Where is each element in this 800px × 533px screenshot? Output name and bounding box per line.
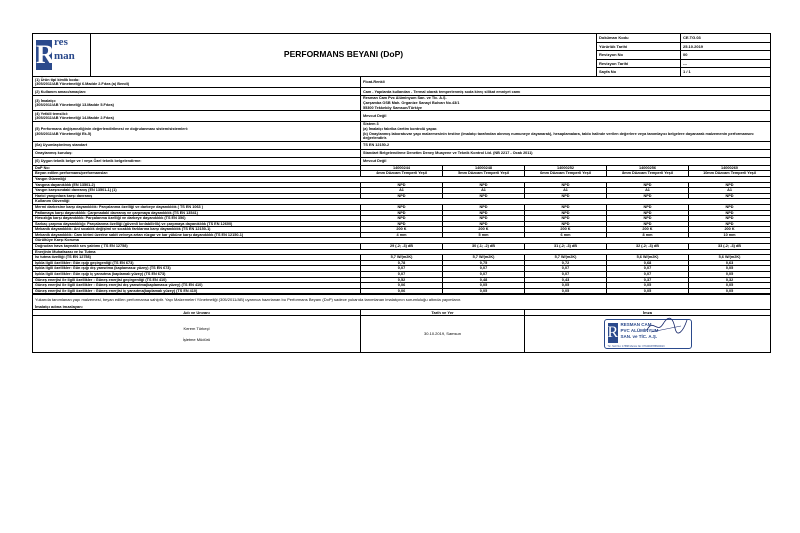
property-value: NPD [443, 210, 525, 216]
property-value: NPD [525, 210, 607, 216]
info-label: (1) Ürün tipi kimlik kodu: (305/2011/AB Yönetmeliği 6.Madde 2.Fıkra (a) Bendi) [33, 77, 361, 88]
property-value: A1 [607, 188, 689, 194]
property-value: NPD [525, 216, 607, 222]
property-value: 0,75 [443, 260, 525, 266]
property-value: 32 (-2; -3) dB [607, 244, 689, 250]
property-value: 0,05 [689, 272, 771, 278]
property-value: A1 [361, 188, 443, 194]
property-value: NPD [607, 210, 689, 216]
property-value: NPD [443, 182, 525, 188]
property-label: Mermi darbesine karşı dayanıklılık: Parçalanma özelliği ve darbeye dayanıklılık ( TS EN 1063 ) [33, 204, 361, 210]
property-label: Güneş enerjisi ile ilgili özellikler : Güneş enerjisi geçirgenliği (TS EN 410) [33, 277, 361, 283]
info-value: Mevcut Değil [361, 157, 771, 165]
property-value: NPD [689, 182, 771, 188]
dop-no-value: 14000256 [607, 165, 689, 171]
property-label: Yangın karşısındaki davranış (EN 13501-1) (1) [33, 188, 361, 194]
property-value: 8 mm [607, 232, 689, 238]
signature-table [32, 294, 771, 353]
property-value: 0,05 [525, 283, 607, 289]
meta-value: 00 [681, 51, 771, 60]
property-value: 0,63 [689, 260, 771, 266]
property-label: Sarkaç çarpma dayanıklılığı: Parçalanma özelliği (güvenli kırılabilirlik) ve çarpmaya dayanıklılık (TS EN 12600) [33, 221, 361, 227]
property-value: 0,07 [525, 272, 607, 278]
property-value: 0,37 [607, 277, 689, 283]
property-value: 200 K [361, 227, 443, 233]
property-value: 200 K [689, 227, 771, 233]
property-value: A1 [689, 188, 771, 194]
date-place: 30.10.2019, Samsun [361, 315, 525, 352]
property-label: Işıkla ilgili özellikler: Gün ışığı iç yansıtma (kaplamalı yüzey) (TS EN 673) [33, 272, 361, 278]
property-value: 5,7 W/(m2K) [361, 255, 443, 261]
property-value: 200 K [443, 227, 525, 233]
property-value: 0,05 [443, 288, 525, 294]
dop-no-value: 14000248 [443, 165, 525, 171]
property-value: NPD [443, 204, 525, 210]
meta-label: Revizyon Tarihi [597, 59, 681, 68]
page-title: PERFORMANS BEYANI (DoP) [91, 34, 597, 77]
property-value: 0,07 [607, 266, 689, 272]
property-value: 6 mm [525, 232, 607, 238]
property-value: NPD [689, 216, 771, 222]
meta-label: Revizyon No [597, 51, 681, 60]
info-label: (4) Yetkili temsilci: (305/2011/AB Yönetmeliği 14.Madde 2.Fıkra) [33, 111, 361, 122]
info-value: Cam - Yapılarda kullanılan - Termal olarak temperlenmiş soda kireç silikat emniyet camı [361, 88, 771, 96]
meta-label: Doküman Kodu [597, 34, 681, 43]
column-header-signature: İmza [525, 309, 771, 315]
property-value: NPD [525, 182, 607, 188]
info-row [33, 96, 771, 111]
property-value: 0,05 [689, 266, 771, 272]
meta-value: --- [681, 59, 771, 68]
meta-value: 25.10.2019 [681, 42, 771, 51]
dop-document [32, 33, 770, 353]
stamp-line: PVC ALÜMİNYUM [620, 327, 659, 333]
property-value: 5,7 W/(m2K) [443, 255, 525, 261]
signer-name: Kerem Türkeçi [183, 325, 210, 331]
property-label: Patlamaya karşı dayanıklılık: Çarpmadaki davranış ve çarpmaya dayanıklılık (TS EN 13541) [33, 210, 361, 216]
property-label: Güneş enerjisi ile ilgili özellikler : Güneş enerjisi iç yansıtma(kaplamalı yüzey) (TS EN 410) [33, 288, 361, 294]
logo-text-bottom: man [54, 49, 75, 62]
signer-label: İmalatçı adına imzalayan: [33, 304, 771, 310]
stamp-logo: R [607, 323, 619, 341]
property-value: NPD [361, 210, 443, 216]
info-row [33, 122, 771, 141]
stamp-line: SAN. ve TİC. A.Ş. [620, 333, 658, 339]
stamp-line: RESMAN CAM [620, 321, 652, 327]
property-value: 0,68 [607, 260, 689, 266]
property-value: NPD [607, 216, 689, 222]
property-value: 5,7 W/(m2K) [525, 255, 607, 261]
section-title: Gürültüye Karşı Koruma [33, 238, 771, 244]
property-label: Harici yangınlara karşı davranış [33, 193, 361, 199]
property-value: 0,05 [689, 288, 771, 294]
performance-header-value: 5mm Düzcam Temperli Yeşil [443, 171, 525, 177]
info-value: TS EN 12150-2 [361, 141, 771, 149]
property-value: 0,07 [443, 272, 525, 278]
property-label: Doğrudan hava kaynaklı ses yalıtımı ( TS EN 12758) [33, 244, 361, 250]
column-header-date: Tarih ve Yer [361, 309, 525, 315]
property-value: A1 [525, 188, 607, 194]
logo-letter: R [36, 39, 55, 69]
document-header [32, 33, 771, 77]
property-value: 0,43 [525, 277, 607, 283]
performance-header-value: 4mm Düzcam Temperli Yeşil [361, 171, 443, 177]
performance-header-value: 10mm Düzcam Temperli Yeşil [689, 171, 771, 177]
performance-header-value: 8mm Düzcam Temperli Yeşil [607, 171, 689, 177]
property-value: NPD [607, 193, 689, 199]
property-value: 5 mm [443, 232, 525, 238]
property-value: NPD [443, 216, 525, 222]
property-value: NPD [361, 204, 443, 210]
property-value: NPD [525, 221, 607, 227]
property-value: NPD [525, 204, 607, 210]
property-value: 0,72 [525, 260, 607, 266]
property-value: 0,05 [443, 283, 525, 289]
logo-cell [33, 34, 91, 77]
property-value: 0,78 [361, 260, 443, 266]
info-label: (5) Performans değişmezliğinin değerlendirilmesi ve doğrulanması sistem/sistemleri: (305/2011/AB Yönetmeliği Ek-5) [33, 122, 361, 141]
section-title: Enerjinin Muhafazası ve Isı Tutma [33, 249, 771, 255]
property-value: 0,05 [525, 288, 607, 294]
property-value: 0,06 [361, 288, 443, 294]
info-label: Onaylanmış kuruluş: [33, 149, 361, 157]
info-value: Float-Renkli [361, 77, 771, 88]
dop-no-value: 14000260 [689, 165, 771, 171]
property-value: 0,06 [361, 283, 443, 289]
property-value: NPD [689, 221, 771, 227]
section-title: Kullanım Güvenliği [33, 199, 771, 205]
property-value: NPD [607, 221, 689, 227]
property-value: 33 (-2; -3) dB [689, 244, 771, 250]
property-label: Mekanik dayanıklılık: Ani sıcaklık değişimi ve sıcaklık farklarına karşı dayanıklılık (TS EN 12150-1) [33, 227, 361, 233]
info-value: Standart Belgelendirme Denetim Deney Muayene ve Teknik Kontrol Ltd. (NB 2217 - Ocak 2011) [361, 149, 771, 157]
info-value: Resman Cam Pvc Alüminyum San. ve Tic. A.Ş. Çarşamba OSB Mah. Organize Sanayi Bulvarı No.43/1 55300 Tekkeköy Samsun/Türkiye [361, 96, 771, 111]
property-value: 0,07 [443, 266, 525, 272]
info-label: (6a) Uyumlaştırılmış standart [33, 141, 361, 149]
property-label: Isı tutma özelliği (TS EN 12758) [33, 255, 361, 261]
info-row [33, 157, 771, 165]
property-value: NPD [443, 221, 525, 227]
property-value: NPD [689, 193, 771, 199]
property-value: 10 mm [689, 232, 771, 238]
meta-value: 1 / 1 [681, 68, 771, 77]
property-label: Güneş enerjisi ile ilgili özellikler : Güneş enerjisi dış yansıtma(kaplamasız yüzey) (TS EN 410) [33, 283, 361, 289]
info-row [33, 88, 771, 96]
logo-text-top: res [54, 35, 68, 48]
property-value: NPD [361, 182, 443, 188]
property-value: 0,52 [361, 277, 443, 283]
performance-header-label: Beyan edilen performans/performanslar: [33, 171, 361, 177]
property-value: 29 (-2; -3) dB [361, 244, 443, 250]
dop-no-label: DoP No: [33, 165, 361, 171]
dop-no-value: 14000244 [361, 165, 443, 171]
property-value: 0,07 [361, 272, 443, 278]
property-label: Mekanik dayanıklılık: Cam birimi üzerine sabit ve/veya artan rüzgar ve kar yüküne karşı dayanıklılık (TS EN 12150-1) [33, 232, 361, 238]
dop-no-value: 14000252 [525, 165, 607, 171]
company-stamp [604, 319, 692, 349]
property-value: A1 [443, 188, 525, 194]
signer-role: İşletme Müdürü [182, 336, 211, 342]
performance-table [32, 76, 771, 294]
info-label: (2) Kullanım amacı/amaçları: [33, 88, 361, 96]
property-value: 4 mm [361, 232, 443, 238]
property-value: NPD [361, 193, 443, 199]
meta-label: Sayfa No [597, 68, 681, 77]
info-value: Mevcut Değil [361, 111, 771, 122]
info-label: (6) Uygun teknik belge ve / veya Özel teknik belgelendirme: [33, 157, 361, 165]
property-value: 0,07 [607, 272, 689, 278]
info-label: (3) İmalatçı: (305/2011/AB Yönetmeliği 13.Madde 5.Fıkra) [33, 96, 361, 111]
info-row [33, 77, 771, 88]
property-value: NPD [443, 193, 525, 199]
property-value: NPD [361, 216, 443, 222]
property-value: 5,6 W/(m2K) [607, 255, 689, 261]
property-value: NPD [689, 204, 771, 210]
property-label: Işıkla ilgili özellikler: Gün ışığı geçirgenliği (TS EN 673) [33, 260, 361, 266]
property-value: NPD [689, 210, 771, 216]
column-header-name: Adı ve Unvanı [33, 309, 361, 315]
property-value: 0,48 [443, 277, 525, 283]
property-value: 5,6 W/(m2K) [689, 255, 771, 261]
property-value: NPD [607, 182, 689, 188]
property-label: Yangına dayanıklılık (EN 13501-2) [33, 182, 361, 188]
property-value: 0,05 [689, 283, 771, 289]
property-value: 30 (-1; -2) dB [443, 244, 525, 250]
performance-header-value: 6mm Düzcam Temperli Yeşil [525, 171, 607, 177]
info-row [33, 111, 771, 122]
property-value: NPD [361, 221, 443, 227]
property-label: Işıkla ilgili özellikler: Gün ışığı dış yansıtma (kaplamasız yüzey) (TS EN 673) [33, 266, 361, 272]
resman-logo [34, 35, 90, 71]
meta-value: CE.TG.03 [681, 34, 771, 43]
property-value: 200 K [607, 227, 689, 233]
property-value: 0,32 [689, 277, 771, 283]
info-row [33, 141, 771, 149]
section-title: Yangın Güvenliği [33, 176, 771, 182]
property-label: Hırsızlığa karşı dayanıklılık: Parçalanma özelliği ve darbeye dayanıklılık (TS EN 356) [33, 216, 361, 222]
property-value: 0,07 [525, 266, 607, 272]
signature-cell [525, 315, 771, 352]
property-value: NPD [525, 193, 607, 199]
signer-cell [33, 315, 361, 352]
meta-label: Yürürlük Tarihi [597, 42, 681, 51]
declaration-text: Yukarıda tanımlanan yapı malzemesi, beyan edilen performansa sahiptir. Yapı Malzemeleri Yönetmeliği (305/2011/AB) uyarınca hazırlanan bu Performans Beyanı (DoP) sadece yukarıda tanımlanan imalatçının sorumluluğu altında yayımlanır. [33, 294, 771, 304]
property-value: 0,05 [607, 283, 689, 289]
property-value: 200 K [525, 227, 607, 233]
property-value: 0,05 [607, 288, 689, 294]
property-value: 31 (-2; -3) dB [525, 244, 607, 250]
property-value: NPD [607, 204, 689, 210]
info-row [33, 149, 771, 157]
stamp-small-text: Tic. Sicil No: 17588 Mersis No: 0734003785600013 [607, 344, 665, 348]
property-value: 0,07 [361, 266, 443, 272]
handwritten-signature [645, 316, 689, 336]
info-value: Sistem 3 (a) İmalatçı fabrika üretim kontrolü yapar. (b) Onaylanmış laboratuvar yapı malzemesinin testine (imalatçı tarafından alınmış numuneye dayanarak), hesaplamalara, tablo halinde verilen değerlere veya tanımlayıcı belgelere dayanarak malzemenin performansını değerlendirir. [361, 122, 771, 141]
